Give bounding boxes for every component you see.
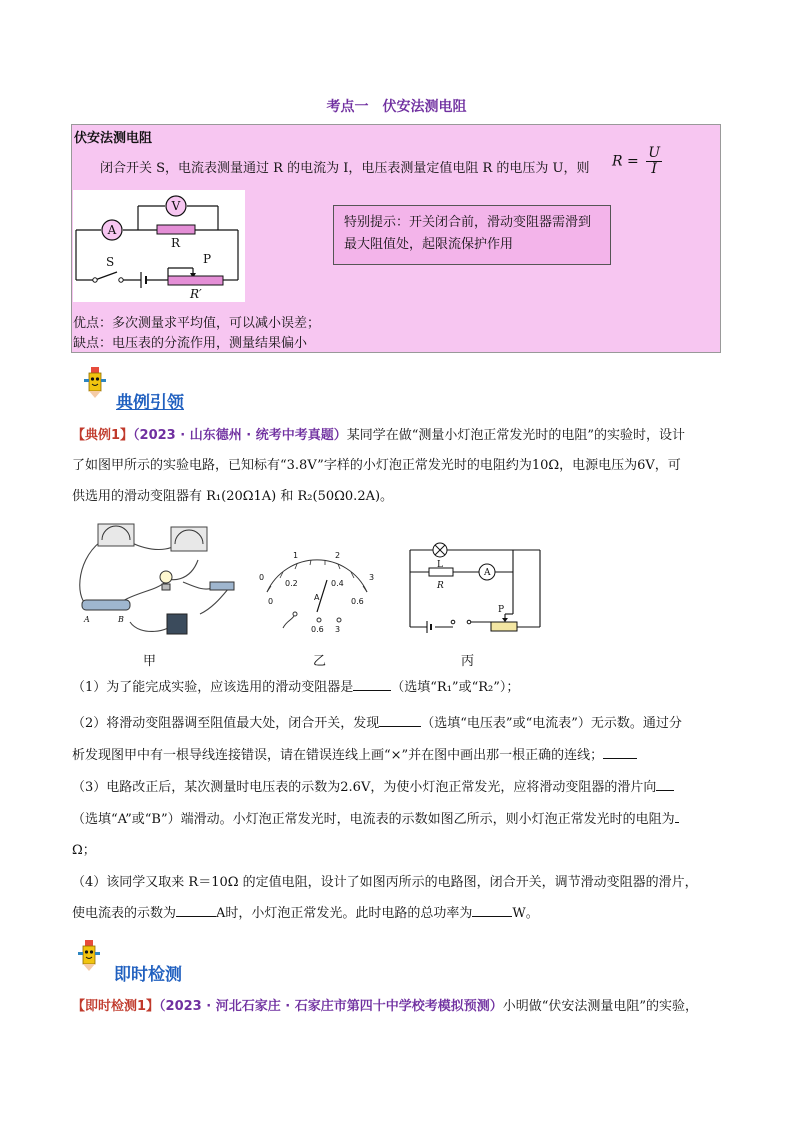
question-2 bbox=[72, 714, 724, 734]
dial-tick-bottom-1: 0.2 bbox=[285, 579, 298, 588]
question-1-tail: （选填“R₁”或“R₂”）； bbox=[391, 680, 520, 695]
figure-jia-apparatus bbox=[70, 522, 242, 640]
rheostat-icon bbox=[168, 276, 223, 285]
formula-denominator: I bbox=[651, 161, 657, 177]
bulb-icon bbox=[160, 571, 172, 583]
answer-blank-4b[interactable] bbox=[472, 916, 512, 917]
question-4-line2c: W。 bbox=[512, 906, 539, 921]
answer-blank-3a[interactable] bbox=[656, 790, 674, 791]
dial-tick-bottom-2: 0.4 bbox=[331, 579, 344, 588]
answer-blank-2[interactable] bbox=[379, 726, 421, 727]
check-text: 小明做“伏安法测量电阻”的实验， bbox=[502, 999, 699, 1014]
example-line3: 供选用的滑动变阻器有 R₁(20Ω1A) 和 R₂(50Ω0.2A)。 bbox=[72, 489, 394, 504]
pencil-mascot-icon-2 bbox=[74, 938, 104, 972]
figure-bing-circuit bbox=[395, 522, 550, 640]
example-source: （2023 · 山东德州 · 统考中考真题） bbox=[133, 428, 347, 443]
question-4-line2a: 使电流表的示数为 bbox=[72, 906, 177, 921]
resistor-icon bbox=[157, 225, 195, 234]
example-tag: 【典例1】 bbox=[72, 428, 134, 443]
figure-yi-ammeter-dial bbox=[255, 550, 380, 635]
caption-yi: 乙 bbox=[313, 654, 327, 669]
svg-text:B: B bbox=[118, 615, 124, 624]
answer-blank-3b[interactable] bbox=[675, 822, 679, 823]
circuit-rheostat-icon bbox=[491, 622, 517, 631]
rheostat-device-icon bbox=[82, 600, 130, 610]
formula-fraction bbox=[646, 146, 662, 177]
example-intro bbox=[72, 426, 724, 446]
rheostat-label: R′ bbox=[190, 287, 202, 301]
question-4-line2b: A时，小灯泡正常发光。此时电路的总功率为 bbox=[216, 906, 473, 921]
question-2-line2 bbox=[72, 746, 724, 766]
dial-tick-top-3: 3 bbox=[369, 573, 375, 582]
question-1-text: （1）为了能完成实验，应该选用的滑动变阻器是 bbox=[72, 680, 354, 695]
disadvantage-text: 缺点：电压表的分流作用，测量结果偏小 bbox=[73, 336, 308, 351]
check-tag: 【即时检测1】 bbox=[72, 999, 160, 1014]
question-3-text: （3）电路改正后，某次测量时电压表的示数为2.6V，为使小灯泡正常发光，应将滑动变阻器的滑片向 bbox=[72, 780, 657, 795]
question-1 bbox=[72, 678, 724, 698]
check-source: （2023 · 河北石家庄 · 石家庄市第四十中学校考模拟预测） bbox=[159, 999, 503, 1014]
switch-device-icon bbox=[210, 582, 234, 590]
dial-tick-top-1: 1 bbox=[293, 551, 299, 560]
example-line2: 了如图甲所示的实验电路，已知标有“3.8V”字样的小灯泡正常发光时的电阻约为10Ω，电源电压为6V，可 bbox=[72, 458, 681, 473]
question-4-line2 bbox=[72, 904, 724, 924]
ammeter-label: A bbox=[107, 223, 117, 237]
resistor-label: R bbox=[171, 236, 181, 250]
special-tip-box: 特别提示：开关闭合前，滑动变阻器需滑到最大阻值处，起限流保护作用 bbox=[333, 205, 611, 265]
question-3-line2-text: （选填“A”或“B”）端滑动。小灯泡正常发光时，电流表的示数如图乙所示，则小灯泡正常发光时的电阻为 bbox=[72, 812, 675, 827]
svg-text:A: A bbox=[84, 615, 90, 624]
question-2-tail: （选填“电压表”或“电流表”）无示数。通过分 bbox=[421, 716, 682, 731]
fixed-resistor-label: R bbox=[437, 581, 444, 591]
dial-terminal-06: 0.6 bbox=[311, 625, 324, 634]
knowledge-box-description: 闭合开关 S，电流表测量通过 R 的电流为 I，电压表测量定值电阻 R 的电压为 U，则 bbox=[100, 161, 590, 176]
question-2-text: （2）将滑动变阻器调至阻值最大处，闭合开关，发现 bbox=[72, 716, 380, 731]
formula-lhs: R = bbox=[612, 153, 639, 170]
dial-tick-bottom-3: 0.6 bbox=[351, 597, 364, 606]
check-question bbox=[72, 997, 724, 1017]
question-3 bbox=[72, 778, 724, 798]
circuit-slider-label: P bbox=[498, 605, 505, 615]
voltmeter-label: V bbox=[171, 199, 181, 213]
question-2-line2-text: 析发现图甲中有一根导线连接错误，请在错误连线上画“×”并在图中画出那一根正确的连线； bbox=[72, 748, 604, 763]
answer-blank-2b[interactable] bbox=[603, 758, 637, 759]
switch-label: S bbox=[106, 255, 115, 269]
pencil-mascot-icon bbox=[80, 365, 110, 399]
advantage-text: 优点：多次测量求平均值，可以减小误差； bbox=[73, 316, 321, 331]
formula-numerator: U bbox=[648, 145, 660, 161]
question-3-line2 bbox=[72, 810, 724, 830]
resistance-formula bbox=[612, 146, 662, 177]
knowledge-box-heading: 伏安法测电阻 bbox=[74, 131, 153, 146]
question-3-line3: Ω； bbox=[72, 843, 96, 858]
dial-terminal-3: 3 bbox=[335, 625, 341, 634]
example-line1: 某同学在做“测量小灯泡正常发光时的电阻”的实验时，设计 bbox=[346, 428, 686, 443]
example-heading: 典例引领 bbox=[116, 393, 184, 413]
pros-cons bbox=[73, 314, 320, 354]
section-title: 考点一 伏安法测电阻 bbox=[326, 99, 467, 115]
question-4: （4）该同学又取来 R＝10Ω 的定值电阻，设计了如图丙所示的电路图，闭合开关，调节滑动变阻器的滑片， bbox=[72, 875, 698, 890]
dial-tick-top-2: 2 bbox=[335, 551, 341, 560]
slider-label: P bbox=[203, 252, 212, 266]
dial-tick-top-0: 0 bbox=[259, 573, 265, 582]
caption-jia: 甲 bbox=[143, 654, 157, 669]
dial-tick-bottom-0: 0 bbox=[268, 597, 274, 606]
answer-blank-1[interactable] bbox=[353, 690, 391, 691]
answer-blank-4a[interactable] bbox=[176, 916, 216, 917]
circuit-ammeter-label: A bbox=[484, 568, 491, 578]
lamp-label: L bbox=[437, 560, 443, 570]
check-heading: 即时检测 bbox=[114, 965, 182, 985]
caption-bing: 丙 bbox=[461, 654, 475, 669]
voltammetry-circuit-diagram bbox=[73, 190, 245, 302]
dial-letter: A bbox=[314, 593, 320, 602]
battery-icon bbox=[167, 614, 187, 634]
